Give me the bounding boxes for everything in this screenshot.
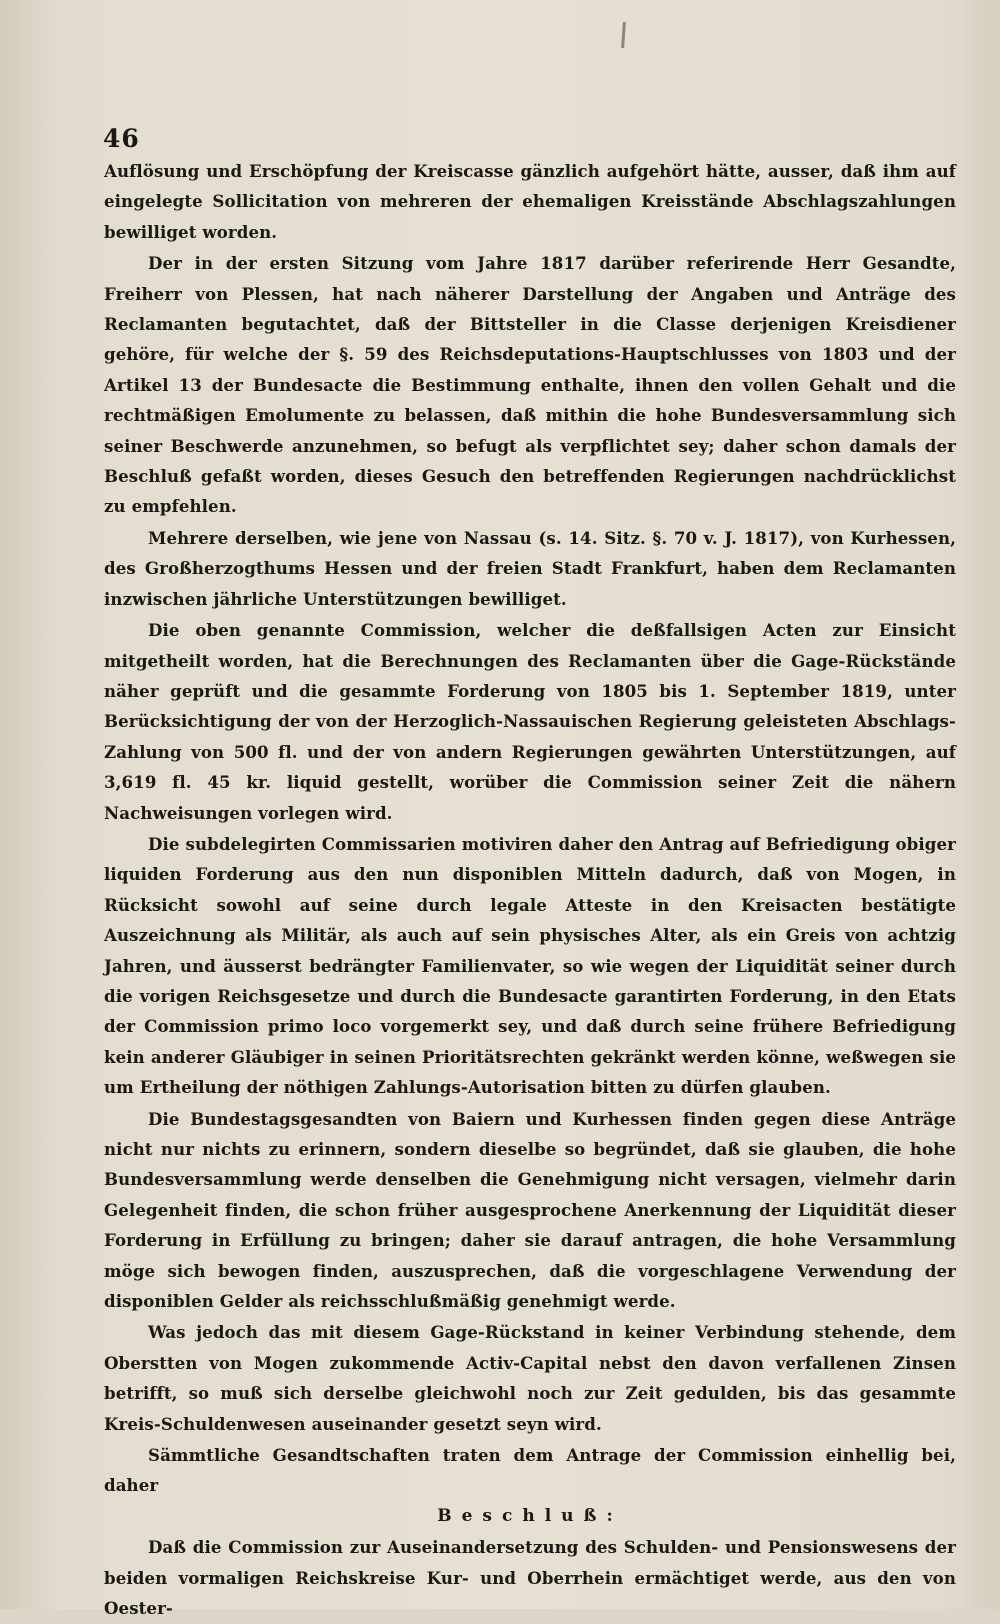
paragraph-4: Die oben genannte Commission, welcher die deßfallsigen Acten zur Einsicht mitgetheilt worden, hat die Berechnungen des Reclamanten über die Gage-Rückstände näher geprüft und die gesammte Forderung von 1805 bis 1. September 1819, unter Berücksichtigung der von der Herzoglich-Nassauischen Regierung geleisteten Abschlags-Zahlung von 500 fl. und der von andern Regierungen gewährten Unterstützungen, auf 3,619 fl. 45 kr. liquid gestellt, worüber die Commission seiner Zeit die nähern Nachweisungen vorlegen wird. [104,620,956,823]
resolution-heading: Beschluß: [437,1505,623,1526]
paragraph-3: Mehrere derselben, wie jene von Nassau (s. 14. Sitz. §. 70 v. J. 1817), von Kurhessen, des Großherzogthums Hessen und der freien Stadt Frankfurt, haben dem Reclamanten inzwischen jährliche Unterstützungen bewilliget. [104,527,956,609]
binding-mark [621,22,626,48]
body-text [104,156,956,1624]
paragraph-2: Der in der ersten Sitzung vom Jahre 1817 darüber referirende Herr Gesandte, Freiherr von Plessen, hat nach näherer Darstellung der Angaben und Anträge des Reclamanten begutachtet, daß der Bittsteller in die Classe derjenigen Kreisdiener gehöre, für welche der §. 59 des Reichsdeputations-Hauptschlusses von 1803 und der Artikel 13 der Bundesacte die Bestimmung enthalte, ihnen den vollen Gehalt und die rechtmäßigen Emolumente zu belassen, daß mithin die hohe Bundesversammlung sich seiner Beschwerde anzunehmen, so befugt als verpflichtet sey; daher schon damals der Beschluß gefaßt worden, dieses Gesuch den betreffenden Regierungen nachdrücklichst zu empfehlen. [104,253,956,517]
page-number: 46 [103,124,140,153]
paragraph-5: Die subdelegirten Commissarien motiviren daher den Antrag auf Befriedigung obiger liquiden Forderung aus den nun disponiblen Mitteln dadurch, daß von Mogen, in Rücksicht sowohl auf seine durch legale Atteste in den Kreisacten bestätigte Auszeichnung als Militär, als auch auf sein physisches Alter, als ein Greis von achtzig Jahren, und äusserst bedrängter Familienvater, so wie wegen der Liquidität seiner durch die vorigen Reichsgesetze und durch die Bundesacte garantirten Forderung, in den Etats der Commission primo loco vorgemerkt sey, und daß durch seine frühere Befriedigung kein anderer Gläubiger in seinen Prioritätsrechten gekränkt werden könne, weßwegen sie um Ertheilung der nöthigen Zahlungs-Autorisation bitten zu dürfen glauben. [104,833,956,1098]
final-paragraph: Daß die Commission zur Auseinandersetzung des Schulden- und Pensionswesens der beiden vormaligen Reichskreise Kur- und Oberrhein ermächtiget werde, aus den von Oester- [104,1537,956,1619]
paragraph-6: Die Bundestagsgesandten von Baiern und Kurhessen finden gegen diese Anträge nicht nur nichts zu erinnern, sondern dieselbe so begründet, daß sie glauben, die hohe Bundesversammlung werde denselben die Genehmigung nicht versagen, vielmehr darin Gelegenheit finden, die schon früher ausgesprochene Anerkennung der Liquidität dieser Forderung in Erfüllung zu bringen; daher sie darauf antragen, die hohe Versammlung möge sich bewogen finden, auszusprechen, daß die vorgeschlagene Verwendung der disponiblen Gelder als reichsschlußmäßig genehmigt werde. [104,1108,956,1312]
paragraph-1: Auflösung und Erschöpfung der Kreiscasse gänzlich aufgehört hätte, ausser, daß ihm auf eingelegte Sollicitation von mehreren der ehemaligen Kreisstände Abschlagszahlungen bewilliget worden. [104,161,956,242]
paragraph-8: Sämmtliche Gesandtschaften traten dem Antrage der Commission einhellig bei, daher [104,1445,956,1496]
paragraph-7: Was jedoch das mit diesem Gage-Rückstand in keiner Verbindung stehende, dem Oberstten von Mogen zukommende Activ-Capital nebst den davon verfallenen Zinsen betrifft, so muß sich derselbe gleichwohl noch zur Zeit gedulden, bis das gesammte Kreis-Schuldenwesen auseinander gesetzt seyn wird. [104,1322,956,1434]
